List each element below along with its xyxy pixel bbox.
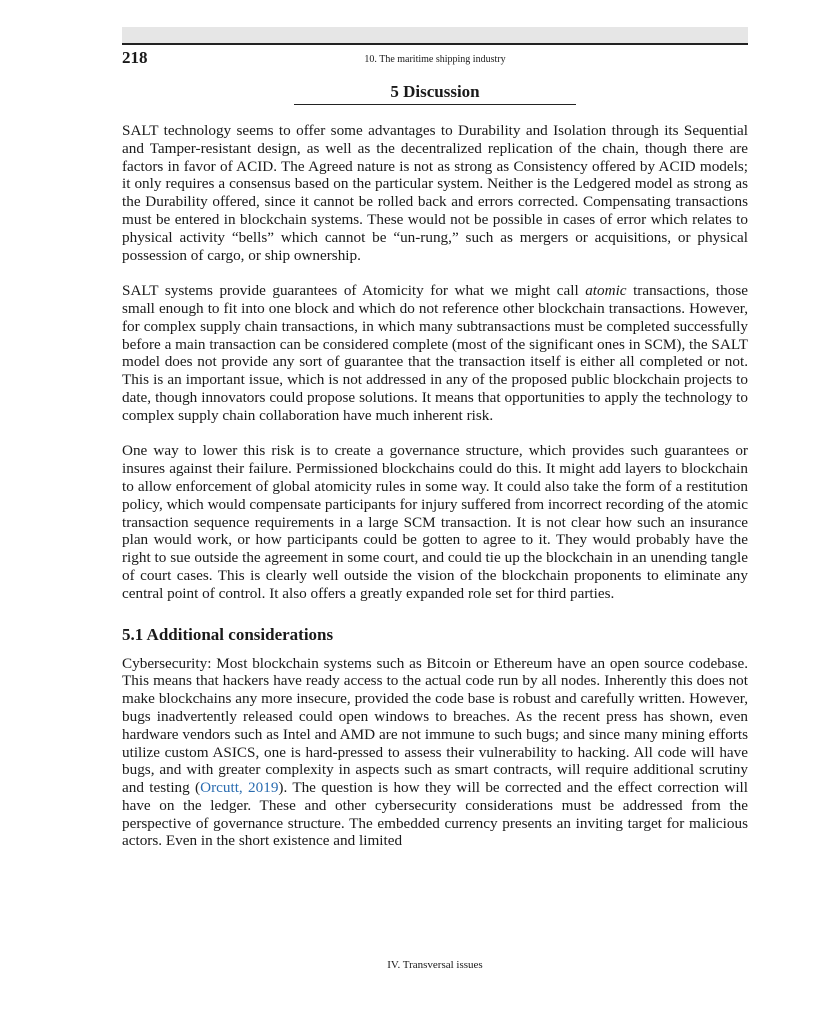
paragraph-text: ). The question is how they will be corrected and the effect correction will have on the ledger. These and other cybersecurity considerations must be addressed from the perspective of governance structure. The embedded currency presents an inviting target for malicious actors. Even in the short existence and limited <box>122 779 748 850</box>
paragraph-salt-durability: SALT technology seems to offer some advantages to Durability and Isolation through its Sequential and Tamper-resistant design, as well as the decentralized replication of the chain, though there are factors in favor of ACID. The Agreed nature is not as strong as Consistency offered by ACID models; it only requires a consensus based on the particular system. Neither is the Ledgered model as strong as the Durability offered, since it cannot be rolled back and errors corrected. Compensating transactions must be entered in blockchain systems. These would not be possible in cases of error which relates to physical activity “bells” which cannot be “un-rung,” such as mergers or acquisitions, or physical possession of cargo, or ship ownership. <box>122 122 748 264</box>
section-title: 5 Discussion <box>390 82 480 101</box>
subsection-title: 5.1 Additional considerations <box>122 624 334 644</box>
paragraph-salt-atomicity <box>122 282 748 424</box>
citation-link[interactable]: Orcutt, 2019 <box>200 779 279 797</box>
paragraph-governance: One way to lower this risk is to create a governance structure, which provides such guarantees or insures against their failure. Permissioned blockchains could do this. It might add layers to blockchain to allow enforcement of global atomicity rules in some way. It could also take the form of a restitution policy, which would compensate participants for injury suffered from incorrect recording of the atomic transaction sequence requirements in a large SCM transaction. It is not clear how such an insurance plan would work, or how participants could be gotten to agree to it. They would probably have the right to sue outside the agreement in some court, and could tie up the blockchain in an unending tangle of court cases. This is clearly well outside the vision of the blockchain proponents to eliminate any central point of control. It also offers a greatly expanded role set for third parties. <box>122 442 748 602</box>
paragraph-cybersecurity <box>122 655 748 851</box>
page-number: 218 <box>122 48 148 67</box>
body-text <box>122 122 748 850</box>
italic-term: atomic <box>585 282 627 300</box>
footer-part-label: IV. Transversal issues <box>387 959 483 971</box>
running-head: 10. The maritime shipping industry <box>364 54 506 65</box>
paragraph-text: transactions, those small enough to fit into one block and which do not reference other blockchain transactions. However, for complex supply chain transactions, in which many subtransactions must be completed successfully before a main transaction can be considered complete (most of the significant ones in SCM), the SALT model does not provide any sort of guarantee that the transaction itself is either all completed or not. This is an important issue, which is not addressed in any of the proposed public blockchain projects to date, though innovators could propose solutions. It means that opportunities to apply the technology to complex supply chain collaboration have much inherent risk. <box>122 282 748 424</box>
section-title-rule <box>294 104 576 105</box>
header-band <box>122 27 748 43</box>
paragraph-text: Cybersecurity: Most blockchain systems such as Bitcoin or Ethereum have an open source codebase. This means that hackers have ready access to the actual code run by all nodes. Inherently this does not make blockchains any more insecure, provided the code base is robust and carefully written. However, bugs inadvertently released could open windows to breaches. As the recent press has shown, even hardware vendors such as Intel and AMD are not immune to such bugs; and since many mining efforts utilize custom ASICS, one is hard-pressed to assess their vulnerability to hacking. All code will have bugs, and with greater complexity in aspects such as smart contracts, will require additional scrutiny and testing ( <box>122 654 748 797</box>
header-rule <box>122 43 748 45</box>
paragraph-text: SALT systems provide guarantees of Atomicity for what we might call <box>122 282 586 300</box>
